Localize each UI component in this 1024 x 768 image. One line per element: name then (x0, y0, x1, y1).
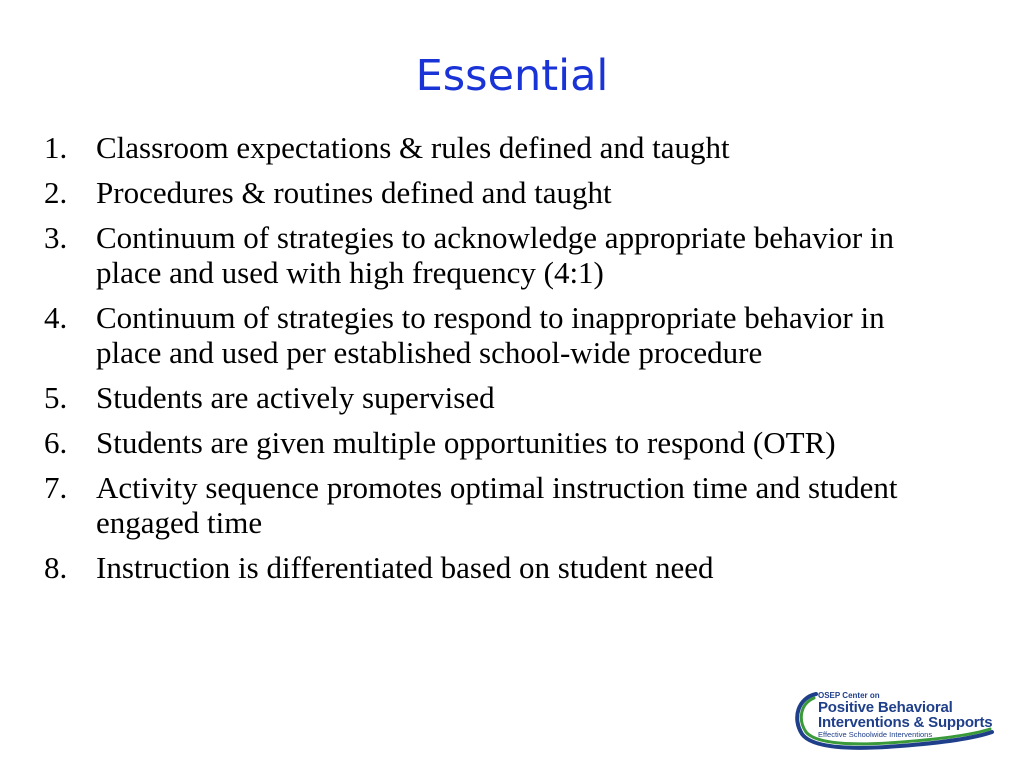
logo-line-2: Interventions & Supports (818, 714, 993, 731)
list-item-text: Continuum of strategies to acknowledge appropriate behavior in place and used with high frequency (4:1) (96, 220, 895, 290)
list-item-number: 7. (44, 470, 68, 505)
list-item-text: Activity sequence promotes optimal instruction time and student engaged time (96, 470, 898, 540)
slide-title: Essential (415, 51, 609, 101)
list-item (44, 130, 944, 165)
pbis-logo (790, 688, 995, 750)
list-item (44, 380, 944, 415)
essentials-list (44, 130, 944, 595)
logo-line-1: Positive Behavioral (818, 699, 953, 716)
list-item (44, 425, 944, 460)
list-item-text: Classroom expectations & rules defined and taught (96, 130, 730, 165)
list-item (44, 220, 944, 290)
list-item-text: Continuum of strategies to respond to inappropriate behavior in place and used per established school-wide procedure (96, 300, 885, 370)
list-item (44, 550, 944, 585)
list-item-number: 2. (44, 175, 68, 210)
list-item (44, 470, 944, 540)
list-item (44, 300, 944, 370)
list-item-number: 6. (44, 425, 68, 460)
list-item-text: Instruction is differentiated based on student need (96, 550, 714, 585)
list-item-number: 4. (44, 300, 68, 335)
list-item-text: Students are actively supervised (96, 380, 495, 415)
list-item-text: Procedures & routines defined and taught (96, 175, 612, 210)
list-item-text: Students are given multiple opportunities to respond (OTR) (96, 425, 836, 460)
list-item-number: 8. (44, 550, 68, 585)
logo-center-label: OSEP Center on (818, 691, 880, 700)
list-item (44, 175, 944, 210)
logo-tagline: Effective Schoolwide Interventions (818, 730, 933, 739)
list-item-number: 1. (44, 130, 68, 165)
list-item-number: 5. (44, 380, 68, 415)
list-item-number: 3. (44, 220, 68, 255)
